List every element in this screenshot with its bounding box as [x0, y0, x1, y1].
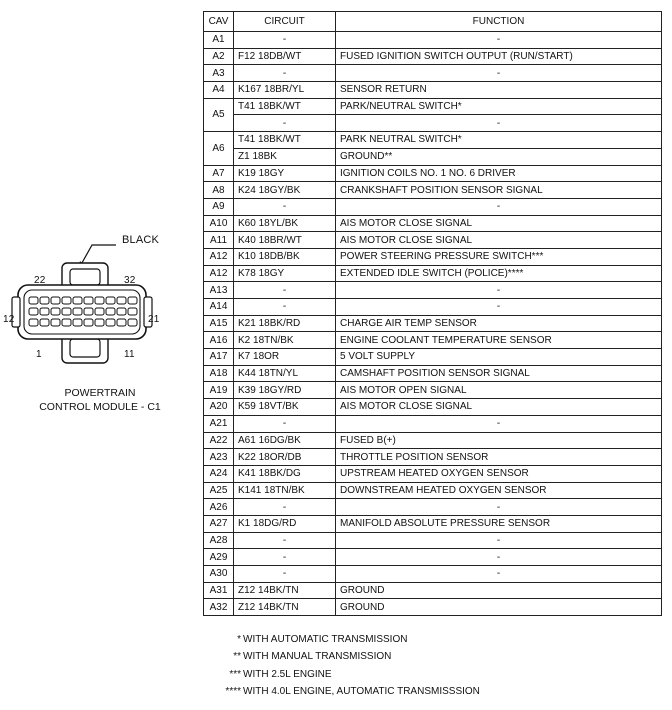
circuit-cell: Z1 18BK: [234, 148, 336, 165]
cav-cell: A1: [204, 32, 234, 49]
table-row: [204, 399, 662, 416]
footnote-text: WITH AUTOMATIC TRANSMISSION: [243, 634, 408, 645]
cav-cell: A4: [204, 82, 234, 99]
table-header-row: [204, 12, 662, 32]
function-cell: -: [336, 65, 662, 82]
table-row: [204, 382, 662, 399]
function-cell: CRANKSHAFT POSITION SENSOR SIGNAL: [336, 182, 662, 199]
cav-cell: A11: [204, 232, 234, 249]
cav-cell: A13: [204, 282, 234, 299]
table-row: [204, 265, 662, 282]
circuit-cell: -: [234, 566, 336, 583]
cav-cell: A25: [204, 482, 234, 499]
footnote-text: WITH MANUAL TRANSMISSION: [243, 651, 392, 663]
header-circuit: CIRCUIT: [234, 12, 336, 32]
table-row: [204, 549, 662, 566]
cav-cell: A16: [204, 332, 234, 349]
table-row: [204, 499, 662, 516]
function-cell: -: [336, 566, 662, 583]
circuit-cell: K22 18OR/DB: [234, 449, 336, 466]
circuit-cell: T41 18BK/WT: [234, 132, 336, 149]
table-row: [204, 282, 662, 299]
circuit-cell: K78 18GY: [234, 265, 336, 282]
function-cell: -: [336, 415, 662, 432]
function-cell: -: [336, 282, 662, 299]
table-row: [204, 165, 662, 182]
cav-cell: A2: [204, 48, 234, 65]
table-row: [204, 198, 662, 215]
function-cell: -: [336, 549, 662, 566]
table-row: [204, 315, 662, 332]
function-cell: AIS MOTOR CLOSE SIGNAL: [336, 232, 662, 249]
circuit-cell: K7 18OR: [234, 349, 336, 366]
footnote-mark: *: [237, 634, 241, 645]
function-cell: POWER STEERING PRESSURE SWITCH***: [336, 248, 662, 265]
table-row: [204, 599, 662, 616]
table-row: [204, 32, 662, 49]
function-cell: MANIFOLD ABSOLUTE PRESSURE SENSOR: [336, 515, 662, 532]
circuit-cell: -: [234, 32, 336, 49]
circuit-cell: -: [234, 115, 336, 132]
header-function: FUNCTION: [336, 12, 662, 32]
table-row: [204, 532, 662, 549]
footnote-item: [203, 631, 623, 648]
table-row: [204, 48, 662, 65]
footnote-item: [203, 648, 623, 665]
cav-cell: A8: [204, 182, 234, 199]
circuit-cell: T41 18BK/WT: [234, 98, 336, 115]
function-cell: GROUND: [336, 599, 662, 616]
cav-cell: A10: [204, 215, 234, 232]
table-row: [204, 115, 662, 132]
table-body: [204, 32, 662, 616]
circuit-cell: -: [234, 282, 336, 299]
cav-cell: A22: [204, 432, 234, 449]
pin-label-32: 32: [124, 275, 136, 286]
function-cell: AIS MOTOR CLOSE SIGNAL: [336, 215, 662, 232]
table-row: [204, 65, 662, 82]
footnotes: [203, 631, 623, 700]
function-cell: EXTENDED IDLE SWITCH (POLICE)****: [336, 265, 662, 282]
cav-cell: A12: [204, 265, 234, 282]
table-row: [204, 582, 662, 599]
circuit-cell: A61 16DG/BK: [234, 432, 336, 449]
function-cell: CAMSHAFT POSITION SENSOR SIGNAL: [336, 365, 662, 382]
cav-cell: A15: [204, 315, 234, 332]
function-cell: GROUND**: [336, 148, 662, 165]
circuit-cell: -: [234, 299, 336, 316]
circuit-cell: -: [234, 415, 336, 432]
circuit-cell: K39 18GY/RD: [234, 382, 336, 399]
table-row: [204, 332, 662, 349]
connector-caption-line1: POWERTRAIN: [64, 387, 136, 399]
cav-cell: A17: [204, 349, 234, 366]
function-cell: -: [336, 198, 662, 215]
function-cell: -: [336, 299, 662, 316]
footnote-mark: ***: [229, 668, 241, 680]
footnote-item: [203, 666, 623, 683]
table-row: [204, 566, 662, 583]
cav-cell: A32: [204, 599, 234, 616]
cav-cell: A19: [204, 382, 234, 399]
pin-label-1: 1: [36, 349, 42, 360]
table-row: [204, 182, 662, 199]
function-cell: CHARGE AIR TEMP SENSOR: [336, 315, 662, 332]
table-row: [204, 132, 662, 149]
circuit-cell: Z12 14BK/TN: [234, 582, 336, 599]
header-cav: CAV: [204, 12, 234, 32]
circuit-cell: K141 18TN/BK: [234, 482, 336, 499]
pin-label-22: 22: [34, 275, 46, 286]
table-row: [204, 215, 662, 232]
cav-cell: A23: [204, 449, 234, 466]
circuit-cell: -: [234, 499, 336, 516]
circuit-cell: F12 18DB/WT: [234, 48, 336, 65]
table-row: [204, 515, 662, 532]
footnote-mark: **: [233, 651, 241, 663]
function-cell: 5 VOLT SUPPLY: [336, 349, 662, 366]
table-row: [204, 365, 662, 382]
cav-cell: A21: [204, 415, 234, 432]
cav-cell: A14: [204, 299, 234, 316]
footnote-mark: ****: [225, 685, 241, 697]
table-row: [204, 232, 662, 249]
circuit-cell: K21 18BK/RD: [234, 315, 336, 332]
circuit-cell: K19 18GY: [234, 165, 336, 182]
function-cell: -: [336, 115, 662, 132]
table-row: [204, 465, 662, 482]
cav-cell: A6: [204, 132, 234, 165]
function-cell: AIS MOTOR OPEN SIGNAL: [336, 382, 662, 399]
table-row: [204, 82, 662, 99]
cav-cell: A3: [204, 65, 234, 82]
table-row: [204, 148, 662, 165]
function-cell: FUSED IGNITION SWITCH OUTPUT (RUN/START): [336, 48, 662, 65]
cav-cell: A18: [204, 365, 234, 382]
pin-label-21: 21: [148, 314, 160, 325]
cav-cell: A9: [204, 198, 234, 215]
connector-color-label: BLACK: [122, 234, 160, 246]
circuit-cell: K40 18BR/WT: [234, 232, 336, 249]
function-cell: AIS MOTOR CLOSE SIGNAL: [336, 399, 662, 416]
cav-cell: A20: [204, 399, 234, 416]
pinout-table: [203, 11, 662, 616]
cav-cell: A5: [204, 98, 234, 131]
function-cell: PARK/NEUTRAL SWITCH*: [336, 98, 662, 115]
circuit-cell: K60 18YL/BK: [234, 215, 336, 232]
circuit-cell: Z12 14BK/TN: [234, 599, 336, 616]
circuit-cell: K59 18VT/BK: [234, 399, 336, 416]
cav-cell: A12: [204, 248, 234, 265]
table-row: [204, 449, 662, 466]
circuit-cell: -: [234, 549, 336, 566]
footnote-item: [203, 683, 623, 700]
cav-cell: A30: [204, 566, 234, 583]
circuit-cell: -: [234, 65, 336, 82]
function-cell: PARK NEUTRAL SWITCH*: [336, 132, 662, 149]
circuit-cell: K1 18DG/RD: [234, 515, 336, 532]
pin-label-12: 12: [3, 314, 15, 325]
function-cell: DOWNSTREAM HEATED OXYGEN SENSOR: [336, 482, 662, 499]
table-row: [204, 248, 662, 265]
cav-cell: A7: [204, 165, 234, 182]
function-cell: -: [336, 499, 662, 516]
cav-cell: A26: [204, 499, 234, 516]
cav-cell: A28: [204, 532, 234, 549]
function-cell: SENSOR RETURN: [336, 82, 662, 99]
table-row: [204, 299, 662, 316]
connector-caption-line2: CONTROL MODULE - C1: [39, 401, 161, 413]
circuit-cell: -: [234, 532, 336, 549]
function-cell: IGNITION COILS NO. 1 NO. 6 DRIVER: [336, 165, 662, 182]
circuit-cell: -: [234, 198, 336, 215]
circuit-cell: K167 18BR/YL: [234, 82, 336, 99]
function-cell: GROUND: [336, 582, 662, 599]
function-cell: FUSED B(+): [336, 432, 662, 449]
function-cell: THROTTLE POSITION SENSOR: [336, 449, 662, 466]
footnote-text: WITH 4.0L ENGINE, AUTOMATIC TRANSMISSSION: [243, 685, 480, 697]
table-row: [204, 482, 662, 499]
circuit-cell: K41 18BK/DG: [234, 465, 336, 482]
function-cell: -: [336, 532, 662, 549]
cav-cell: A31: [204, 582, 234, 599]
footnote-text: WITH 2.5L ENGINE: [243, 668, 332, 680]
circuit-cell: K10 18DB/BK: [234, 248, 336, 265]
circuit-cell: K24 18GY/BK: [234, 182, 336, 199]
table-row: [204, 415, 662, 432]
function-cell: UPSTREAM HEATED OXYGEN SENSOR: [336, 465, 662, 482]
function-cell: ENGINE COOLANT TEMPERATURE SENSOR: [336, 332, 662, 349]
pin-label-11: 11: [124, 349, 135, 360]
table-row: [204, 98, 662, 115]
circuit-cell: K2 18TN/BK: [234, 332, 336, 349]
table-row: [204, 432, 662, 449]
cav-cell: A29: [204, 549, 234, 566]
table-row: [204, 349, 662, 366]
cav-cell: A24: [204, 465, 234, 482]
function-cell: -: [336, 32, 662, 49]
cav-cell: A27: [204, 515, 234, 532]
circuit-cell: K44 18TN/YL: [234, 365, 336, 382]
